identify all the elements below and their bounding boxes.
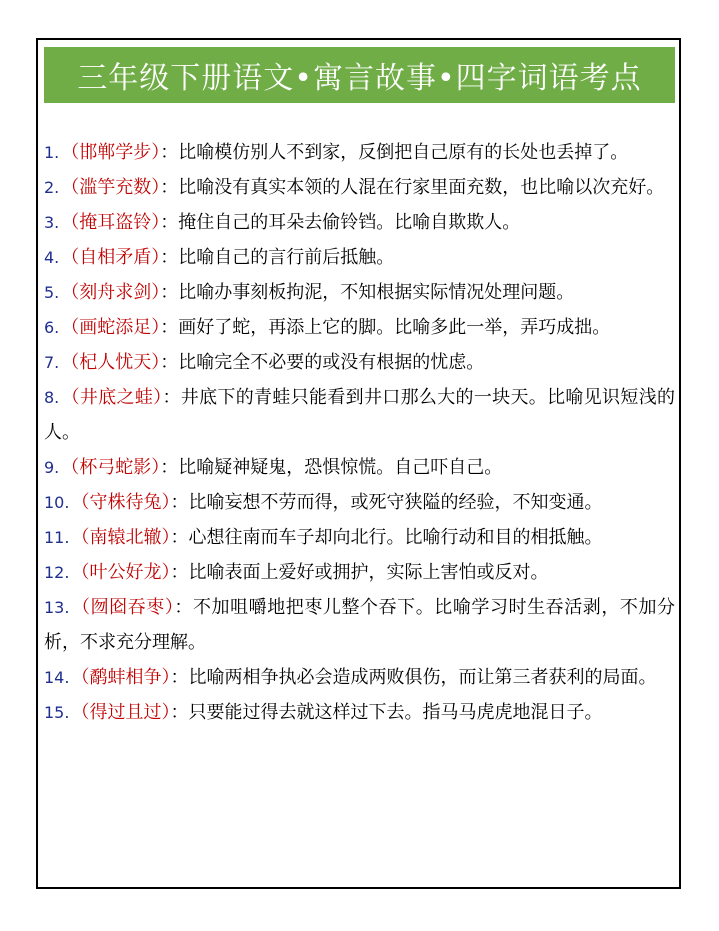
idiom-term: （滥竽充数） <box>61 177 161 198</box>
idiom-term: （掩耳盗铃） <box>61 212 161 233</box>
idiom-list <box>44 135 675 730</box>
item-number: 1. <box>44 143 60 162</box>
idiom-definition: ：比喻两相争执必会造成两败俱伤，而让第三者获利的局面。 <box>170 667 657 688</box>
list-item <box>44 555 675 590</box>
item-number: 13. <box>44 598 70 617</box>
idiom-term: （杯弓蛇影） <box>61 457 161 478</box>
item-number: 12. <box>44 563 70 582</box>
item-number: 3. <box>44 213 60 232</box>
idiom-definition: ：心想往南而车子却向北行。比喻行动和目的相抵触。 <box>170 527 603 548</box>
idiom-term: （邯郸学步） <box>61 142 161 163</box>
item-number: 10. <box>44 493 70 512</box>
list-item <box>44 205 675 240</box>
idiom-definition: ：比喻妄想不劳而得，或死守狭隘的经验，不知变通。 <box>170 492 603 513</box>
list-item <box>44 450 675 485</box>
idiom-definition: ：井底下的青蛙只能看到井口那么大的一块天。比喻见识短浅的人。 <box>44 387 676 443</box>
list-item <box>44 240 675 275</box>
list-item <box>44 310 675 345</box>
idiom-definition: ：比喻模仿别人不到家，反倒把自己原有的长处也丢掉了。 <box>160 142 629 163</box>
item-number: 2. <box>44 178 60 197</box>
item-number: 4. <box>44 248 60 267</box>
list-item <box>44 275 675 310</box>
list-item <box>44 380 675 450</box>
idiom-definition: ：比喻办事刻板拘泥，不知根据实际情况处理问题。 <box>160 282 575 303</box>
page-frame <box>36 38 681 889</box>
idiom-term: （刻舟求剑） <box>61 282 161 303</box>
title-banner <box>44 47 675 103</box>
page-title: 三年级下册语文•寓言故事•四字词语考点 <box>77 61 642 96</box>
idiom-definition: ：掩住自己的耳朵去偷铃铛。比喻自欺欺人。 <box>160 212 521 233</box>
list-item <box>44 170 675 205</box>
item-number: 7. <box>44 353 60 372</box>
idiom-definition: ：比喻疑神疑鬼，恐惧惊慌。自己吓自己。 <box>160 457 503 478</box>
item-number: 5. <box>44 283 60 302</box>
idiom-definition: ：比喻表面上爱好或拥护，实际上害怕或反对。 <box>170 562 549 583</box>
idiom-definition: ：画好了蛇，再添上它的脚。比喻多此一举，弄巧成拙。 <box>160 317 611 338</box>
idiom-term: （鹬蚌相争） <box>71 667 171 688</box>
list-item <box>44 345 675 380</box>
idiom-term: （叶公好龙） <box>71 562 171 583</box>
idiom-definition: ：比喻没有真实本领的人混在行家里面充数，也比喻以次充好。 <box>160 177 665 198</box>
list-item <box>44 695 675 730</box>
idiom-term: （井底之蛙） <box>61 387 163 408</box>
item-number: 8. <box>44 388 60 407</box>
item-number: 14. <box>44 668 70 687</box>
item-number: 11. <box>44 528 70 547</box>
idiom-definition: ：只要能过得去就这样过下去。指马马虎虎地混日子。 <box>170 702 603 723</box>
list-item <box>44 135 675 170</box>
idiom-term: （杞人忧天） <box>61 352 161 373</box>
list-item <box>44 590 675 660</box>
idiom-term: （画蛇添足） <box>61 317 161 338</box>
idiom-term: （囫囵吞枣） <box>71 597 175 618</box>
list-item <box>44 520 675 555</box>
idiom-definition: ：比喻完全不必要的或没有根据的忧虑。 <box>160 352 485 373</box>
idiom-term: （南辕北辙） <box>71 527 171 548</box>
item-number: 9. <box>44 458 60 477</box>
item-number: 6. <box>44 318 60 337</box>
list-item <box>44 485 675 520</box>
idiom-term: （自相矛盾） <box>61 247 161 268</box>
idiom-definition: ：比喻自己的言行前后抵触。 <box>160 247 395 268</box>
item-number: 15. <box>44 703 70 722</box>
list-item <box>44 660 675 695</box>
idiom-definition: ：不加咀嚼地把枣儿整个吞下。比喻学习时生吞活剥，不加分析，不求充分理解。 <box>44 597 676 653</box>
idiom-term: （守株待兔） <box>71 492 171 513</box>
idiom-term: （得过且过） <box>71 702 171 723</box>
